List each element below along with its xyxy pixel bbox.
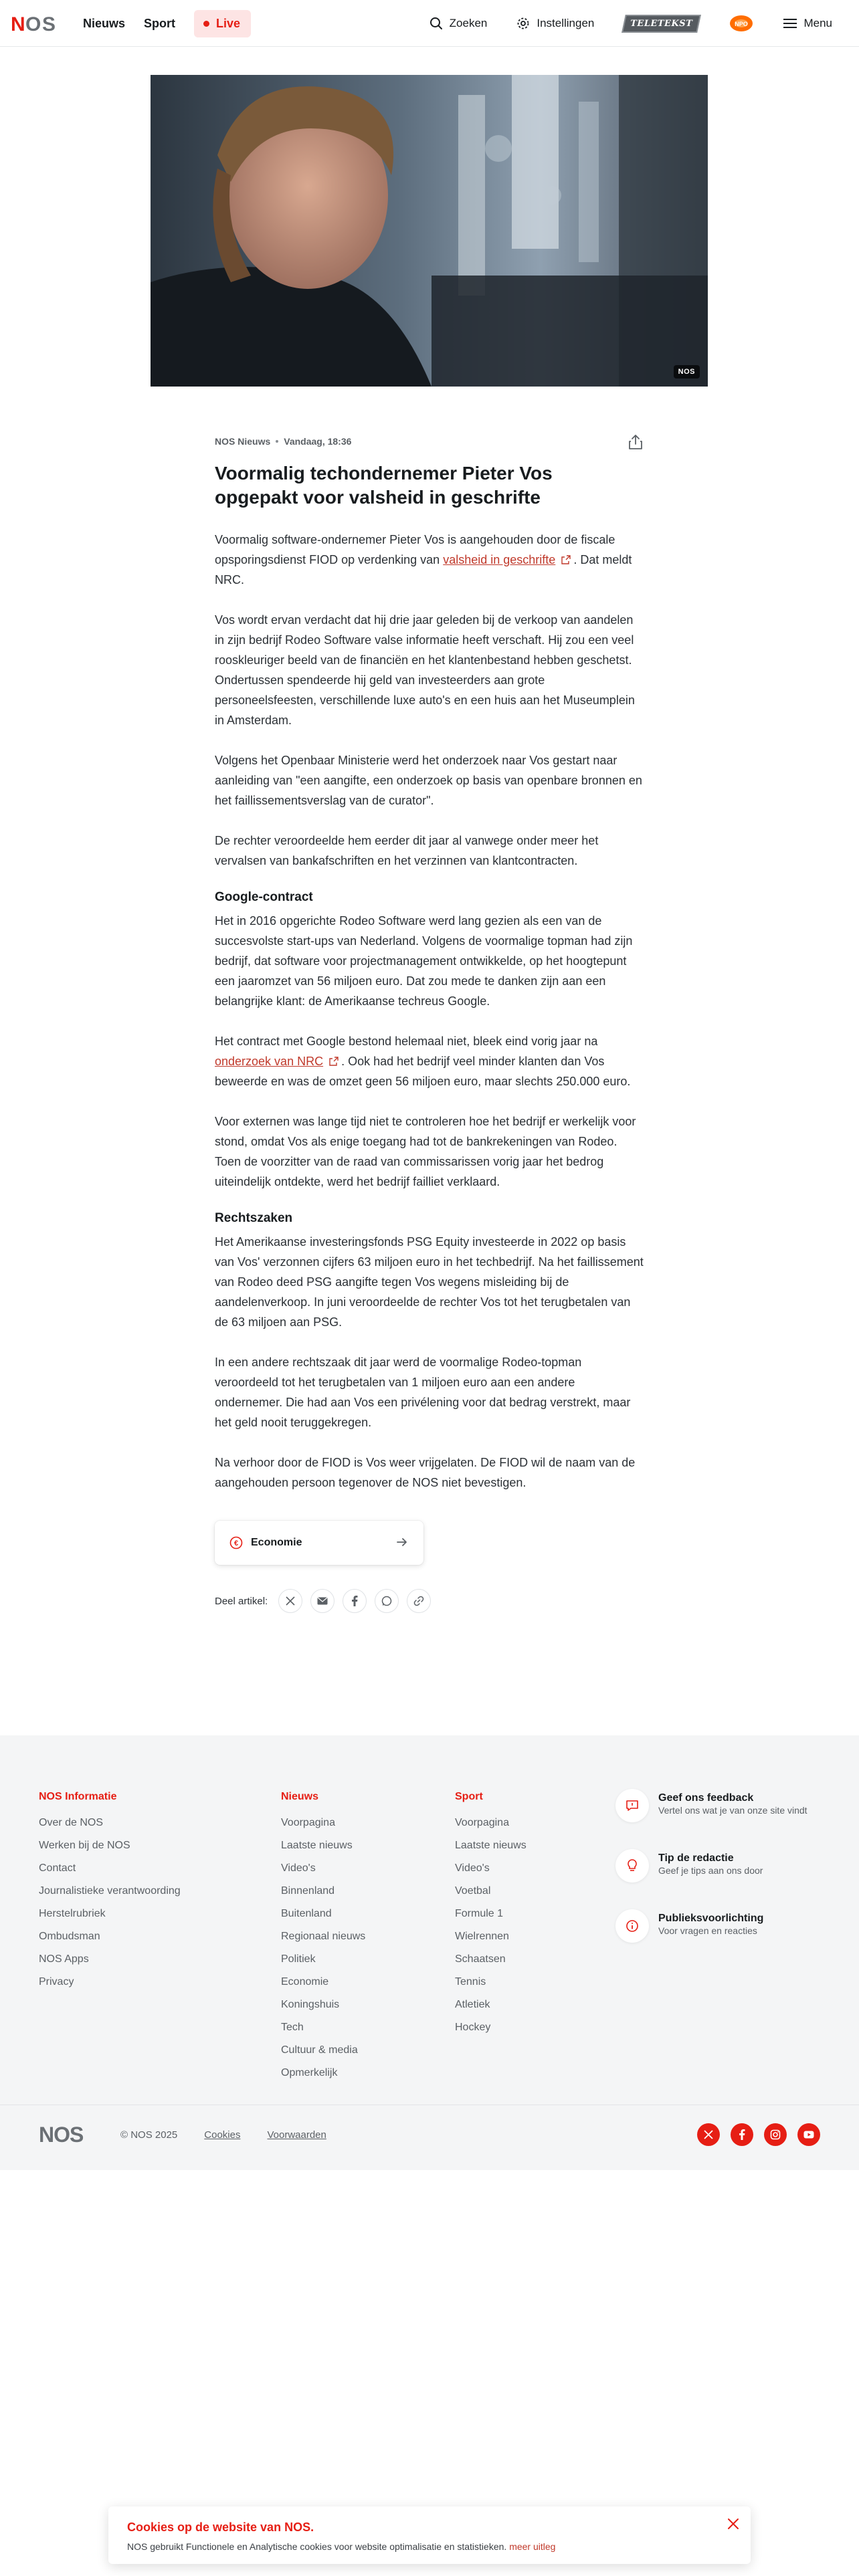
subheading-rechtszaken: Rechtszaken xyxy=(215,1211,293,1225)
share-whatsapp-button[interactable] xyxy=(375,1589,399,1613)
footer-link[interactable]: Ombudsman xyxy=(39,1931,100,1942)
footer-link[interactable]: Atletiek xyxy=(455,1999,490,2010)
footer-link[interactable]: Politiek xyxy=(281,1953,316,1965)
feedback-sub: Vertel ons wat je van onze site vindt xyxy=(658,1805,807,1816)
footer-col-nos-informatie xyxy=(39,1790,181,1994)
share-x-button[interactable] xyxy=(278,1589,302,1613)
tip-sub: Geef je tips aan ons door xyxy=(658,1865,763,1876)
article-paragraph: De rechter veroordeelde hem eerder dit jaar al vanwege onder meer het vervalsen van bankafschriften en het verzinnen van klantcontracten. xyxy=(215,834,599,867)
main-nav xyxy=(83,9,251,38)
nav-nieuws[interactable]: Nieuws xyxy=(83,16,126,30)
cookie-text: NOS gebruikt Functionele en Analytische cookies voor website optimalisatie en statistieken. meer uitleg xyxy=(127,2541,556,2552)
social-x-button[interactable] xyxy=(697,2123,720,2146)
svg-text:N: N xyxy=(11,15,25,33)
social-facebook-button[interactable] xyxy=(731,2123,753,2146)
header-tools xyxy=(430,9,832,38)
footer-link[interactable]: Herstelrubriek xyxy=(39,1908,106,1919)
tip-title: Tip de redactie xyxy=(658,1852,734,1864)
article-paragraph: Voormalig software-ondernemer Pieter Vos is aangehouden door de fiscale opsporingsdienst FIOD op verdenking van valsheid in geschrifte . Dat meldt NRC. xyxy=(215,533,632,586)
article-paragraph: Het in 2016 opgerichte Rodeo Software werd lang gezien als een van de succesvolste start-ups van Nederland. Volgens de voormalige topman had zijn bedrijf, dat software voor projectmanagement ontwikkelde, op het hoogtepunt een jaaromzet van 56 miljoen euro. Dat zou mede te danken zijn aan een belangrijke klant: de Amerikaanse techreus Google. xyxy=(215,914,633,1008)
site-header xyxy=(0,0,859,47)
tag-label: Economie xyxy=(251,1537,302,1548)
search-label: Zoeken xyxy=(449,17,488,29)
info-icon xyxy=(615,1909,649,1943)
gear-icon xyxy=(516,17,530,30)
cookies-link[interactable]: Cookies xyxy=(204,2129,241,2141)
svg-text:NOS: NOS xyxy=(39,2125,84,2145)
share-email-button[interactable] xyxy=(310,1589,335,1613)
share-row xyxy=(215,1588,644,1614)
footer-link[interactable]: Regionaal nieuws xyxy=(281,1931,366,1942)
article-paragraph: Voor externen was lange tijd niet te controleren hoe het bedrijf er werkelijk voor stond, omdat Vos als enige toegang had tot de bankrekeningen van Rodeo. Toen de voorzitter van de raad van commissarissen vorig jaar het bedrog uiteindelijk ontdekte, werd het bedrijf failliet verklaard. xyxy=(215,1115,636,1188)
svg-text:O: O xyxy=(25,15,41,33)
footer-link[interactable]: Koningshuis xyxy=(281,1999,340,2010)
link-valsheid[interactable]: valsheid in geschrifte xyxy=(443,553,556,566)
article-source: NOS Nieuws xyxy=(215,436,271,447)
hero-badge: NOS xyxy=(674,365,700,379)
footer-link[interactable]: Laatste nieuws xyxy=(281,1840,353,1851)
footer-link[interactable]: Binnenland xyxy=(281,1885,335,1897)
article-paragraph: Het contract met Google bestond helemaal niet, bleek eind vorig jaar na onderzoek van NRC . Ook had het bedrijf veel minder klanten dan Vos beweerde en was de omzet geen 56 miljoen euro, maar slechts 250.000 euro. xyxy=(215,1035,631,1088)
footer-link[interactable]: Voorpagina xyxy=(281,1817,335,1828)
cookie-more-link[interactable]: meer uitleg xyxy=(509,2541,556,2552)
footer-col-title: Sport xyxy=(455,1791,483,1802)
footer-link[interactable]: NOS Apps xyxy=(39,1953,89,1965)
tag-economie[interactable] xyxy=(215,1521,423,1565)
social-links xyxy=(697,2123,820,2146)
facebook-icon xyxy=(351,1596,358,1606)
hamburger-icon xyxy=(783,18,797,29)
voorwaarden-link[interactable]: Voorwaarden xyxy=(267,2129,326,2141)
footer-link[interactable]: Video's xyxy=(455,1862,490,1874)
footer-link[interactable]: Cultuur & media xyxy=(281,2044,358,2056)
footer-link[interactable]: Journalistieke verantwoording xyxy=(39,1885,181,1897)
copyright: © NOS 2025 xyxy=(120,2129,178,2141)
menu-button[interactable] xyxy=(783,17,832,30)
hero-image xyxy=(151,75,708,387)
footer-link[interactable]: Economie xyxy=(281,1976,329,1988)
article-paragraph: Het Amerikaanse investeringsfonds PSG Equity investeerde in 2022 op basis van Vos' verzonnen cijfers 63 miljoen euro in het techbedrijf. Na het faillissement van Rodeo deed PSG aangifte tegen Vos wegens misleiding bij de aandelenverkoop. In juni veroordeelde de rechter Vos tot het terugbetalen van de 63 miljoen aan PSG. xyxy=(215,1235,644,1329)
link-icon xyxy=(413,1596,424,1606)
footer-bottom xyxy=(39,2121,820,2148)
instagram-icon xyxy=(770,2129,781,2140)
footer-link[interactable]: Video's xyxy=(281,1862,316,1874)
article-paragraph: In een andere rechtszaak dit jaar werd de voormalige Rodeo-topman veroordeeld tot het terugbetalen van 1 miljoen euro aan een andere ondernemer. Die had aan Vos een privélening voor dat bedrag verstrekt, maar het geld nooit teruggekregen. xyxy=(215,1356,631,1429)
cookie-title: Cookies op de website van NOS. xyxy=(127,2520,314,2534)
article-meta xyxy=(215,435,644,448)
teletekst-link[interactable]: TELETEKST xyxy=(622,15,702,33)
arrow-right-icon xyxy=(395,1535,409,1549)
share-icon[interactable] xyxy=(627,433,644,451)
footer-link[interactable]: Werken bij de NOS xyxy=(39,1840,130,1851)
search-icon xyxy=(430,17,443,30)
footer-col-nieuws xyxy=(281,1790,365,2084)
article-paragraph: Volgens het Openbaar Ministerie werd het onderzoek naar Vos gestart naar aanleiding van "een aangifte, een onderzoek op basis van openbare bronnen en het faillissementsverslag van de curator". xyxy=(215,754,642,807)
live-button[interactable] xyxy=(194,10,251,37)
footer-link[interactable]: Laatste nieuws xyxy=(455,1840,527,1851)
menu-label: Menu xyxy=(803,17,832,29)
share-label: Deel artikel: xyxy=(215,1595,268,1607)
footer-link[interactable]: Voorpagina xyxy=(455,1817,509,1828)
live-dot-icon xyxy=(203,21,209,27)
footer-link[interactable]: Schaatsen xyxy=(455,1953,506,1965)
article-paragraph: Vos wordt ervan verdacht dat hij drie jaar geleden bij de verkoop van aandelen in zijn bedrijf Rodeo Software valse informatie heeft verschaft. Hij zou een veel rooskleuriger beeld van de financiën en het klantenbestand hebben geschetst. Ondertussen spendeerde hij geld van investeerders aan grote personeelsfeesten, verschillende luxe auto's en een huis aan het Museumplein in Amsterdam. xyxy=(215,613,635,727)
site-footer xyxy=(0,1735,859,2170)
meta-separator xyxy=(276,440,278,443)
cookie-banner xyxy=(108,2506,751,2564)
lightbulb-icon xyxy=(615,1849,649,1883)
article-time: Vandaag, 18:36 xyxy=(284,436,352,447)
article-paragraph: Na verhoor door de FIOD is Vos weer vrijgelaten. De FIOD wil de naam van de aangehouden persoon tegenover de NOS niet bevestigen. xyxy=(215,1456,636,1489)
x-icon xyxy=(286,1596,295,1606)
social-instagram-button[interactable] xyxy=(764,2123,787,2146)
link-onderzoek-nrc[interactable]: onderzoek van NRC xyxy=(215,1055,324,1068)
footer-link[interactable]: Privacy xyxy=(39,1976,74,1988)
npo-logo[interactable] xyxy=(729,15,754,32)
search-button[interactable] xyxy=(430,17,488,30)
social-youtube-button[interactable] xyxy=(797,2123,820,2146)
youtube-icon xyxy=(803,2131,814,2139)
mail-icon xyxy=(317,1597,328,1605)
hero-photo xyxy=(151,75,708,387)
npo-label: NPO xyxy=(735,21,749,27)
facebook-icon xyxy=(739,2129,745,2140)
tip-item[interactable] xyxy=(615,1849,836,1909)
footer-link[interactable]: Formule 1 xyxy=(455,1908,504,1919)
footer-col-sport xyxy=(455,1790,527,2039)
close-icon[interactable] xyxy=(725,2516,741,2532)
footer-col-title: NOS Informatie xyxy=(39,1791,117,1802)
x-icon xyxy=(704,2130,713,2139)
footer-contact xyxy=(615,1789,836,1969)
whatsapp-icon xyxy=(381,1596,392,1606)
article-title: Voormalig techondernemer Pieter Vos opgepakt voor valsheid in geschrifte xyxy=(215,463,553,508)
footer-link[interactable]: Tennis xyxy=(455,1976,486,1988)
article xyxy=(215,435,644,1614)
footer-col-title: Nieuws xyxy=(281,1791,319,1802)
footer-link[interactable]: Voetbal xyxy=(455,1885,491,1897)
nos-logo[interactable] xyxy=(11,15,58,33)
svg-text:S: S xyxy=(42,15,56,33)
publieksvoorlichting-sub: Voor vragen en reacties xyxy=(658,1925,757,1936)
external-link-icon xyxy=(561,555,571,564)
external-link-icon xyxy=(329,1057,339,1066)
footer-link[interactable]: Hockey xyxy=(455,2022,491,2033)
settings-button[interactable] xyxy=(516,17,594,30)
feedback-item[interactable] xyxy=(615,1789,836,1849)
economie-icon xyxy=(229,1536,243,1549)
nav-sport[interactable]: Sport xyxy=(144,16,176,30)
footer-link[interactable]: Buitenland xyxy=(281,1908,332,1919)
settings-label: Instellingen xyxy=(537,17,595,29)
svg-text:€: € xyxy=(233,1539,239,1547)
live-label: Live xyxy=(216,16,241,30)
publieksvoorlichting-item[interactable] xyxy=(615,1909,836,1969)
feedback-title: Geef ons feedback xyxy=(658,1792,754,1804)
share-copy-link-button[interactable] xyxy=(407,1589,431,1613)
publieksvoorlichting-title: Publieksvoorlichting xyxy=(658,1913,764,1924)
footer-link[interactable]: Contact xyxy=(39,1862,76,1874)
footer-link[interactable]: Opmerkelijk xyxy=(281,2067,338,2078)
footer-link[interactable]: Tech xyxy=(281,2022,304,2033)
share-facebook-button[interactable] xyxy=(343,1589,367,1613)
feedback-icon xyxy=(615,1789,649,1822)
subheading-google-contract: Google-contract xyxy=(215,890,313,904)
footer-link[interactable]: Over de NOS xyxy=(39,1817,104,1828)
footer-link[interactable]: Wielrennen xyxy=(455,1931,509,1942)
nos-logo-footer[interactable] xyxy=(39,2125,94,2145)
